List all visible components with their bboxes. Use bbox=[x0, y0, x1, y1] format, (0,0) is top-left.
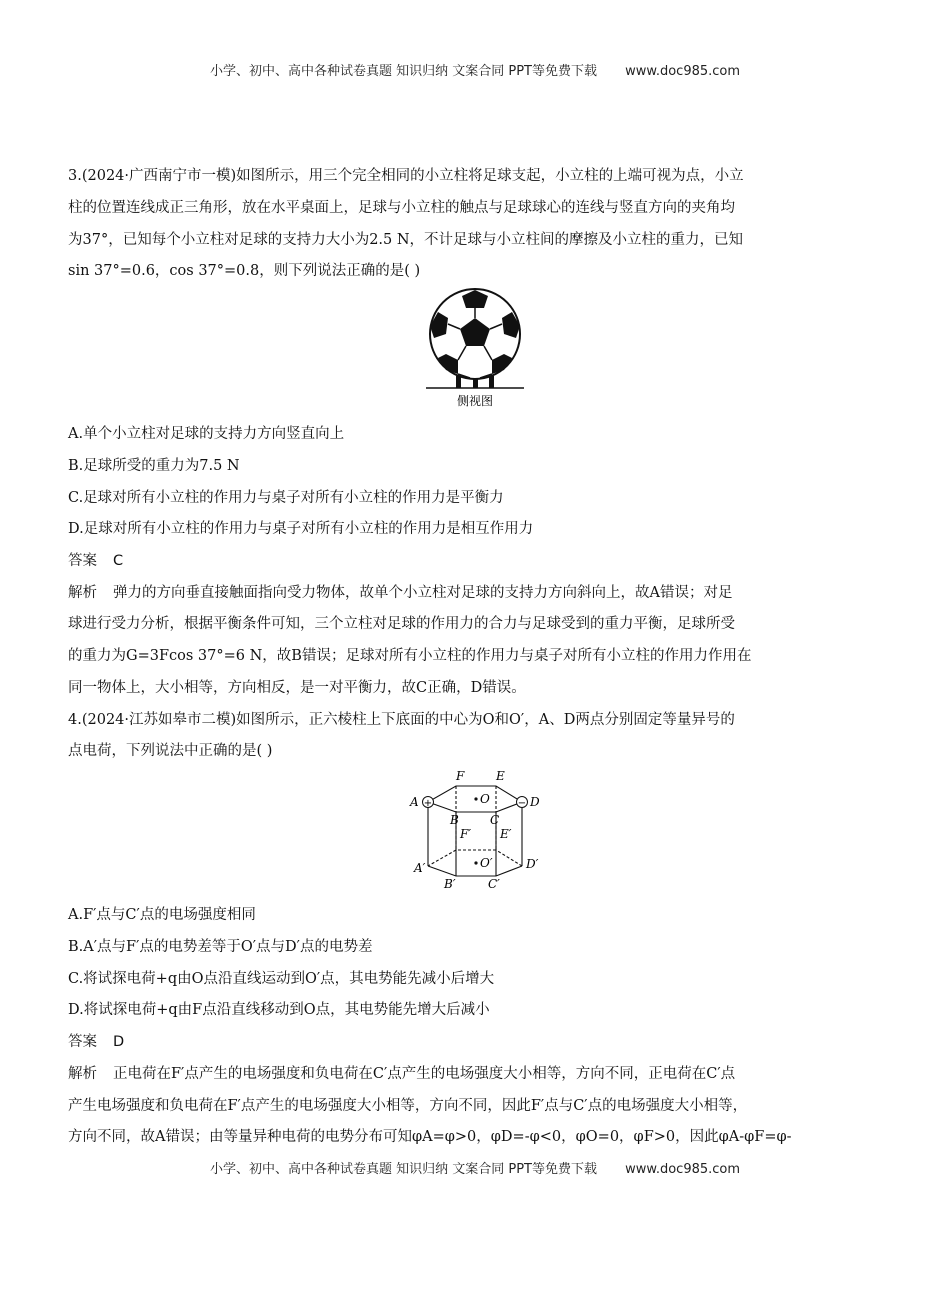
label-e: E bbox=[496, 769, 505, 783]
q3-analysis-line-3: 的重力为G=3Fcos 37°=6 N，故B错误；足球对所有小立柱的作用力与桌子对所有小立柱的作用力作用在 bbox=[68, 648, 752, 664]
q4-analysis-line-1: 正电荷在F′点产生的电场强度和负电荷在C′点产生的电场强度大小相等，方向不同，正电荷在C′点 bbox=[113, 1066, 736, 1082]
q3-option-a: A.单个小立柱对足球的支持力方向竖直向上 bbox=[68, 426, 345, 442]
q3-analysis-row-1 bbox=[68, 584, 732, 602]
q4-stem-line-1: 4.(2024·江苏如皋市二模)如图所示，正六棱柱上下底面的中心为O和O′，A、D两点分别固定等量异号的 bbox=[68, 712, 735, 728]
plus-sign: + bbox=[423, 798, 433, 809]
label-c-prime: C′ bbox=[488, 877, 500, 891]
header-text: 小学、初中、高中各种试卷真题 知识归纳 文案合同 PPT等免费下载 bbox=[209, 64, 597, 79]
page-header bbox=[0, 60, 950, 79]
q3-analysis-line-2: 球进行受力分析，根据平衡条件可知，三个立柱对足球的作用力的合力与足球受到的重力平衡，足球所受 bbox=[68, 616, 735, 632]
q3-stem-line-1: 3.(2024·广西南宁市一模)如图所示，用三个完全相同的小立柱将足球支起，小立柱的上端可视为点，小立 bbox=[68, 168, 744, 184]
q4-option-c: C.将试探电荷+q由O点沿直线运动到O′点，其电势能先减小后增大 bbox=[68, 971, 495, 987]
footer-site: www.doc985.com bbox=[625, 1162, 741, 1177]
label-d-prime: D′ bbox=[526, 857, 539, 871]
q4-analysis-label: 解析 bbox=[68, 1066, 97, 1082]
q3-stem-line-3: 为37°，已知每个小立柱对足球的支持力大小为2.5 N，不计足球与小立柱间的摩擦及小立柱的重力，已知 bbox=[68, 232, 744, 248]
q4-analysis-line-2: 产生电场强度和负电荷在F′点产生的电场强度大小相等，方向不同，因此F′点与C′点的电场强度大小相等， bbox=[68, 1098, 748, 1114]
label-a: A bbox=[410, 795, 419, 809]
q3-analysis-line-1: 弹力的方向垂直接触面指向受力物体，故单个小立柱对足球的支持力方向斜向上，故A错误；对足 bbox=[113, 585, 733, 601]
q3-answer-label: 答案 bbox=[68, 553, 97, 569]
q4-analysis-row-1 bbox=[68, 1065, 735, 1083]
q3-option-c: C.足球对所有小立柱的作用力与桌子对所有小立柱的作用力是平衡力 bbox=[68, 490, 504, 506]
label-f-prime: F′ bbox=[460, 827, 472, 841]
header-site: www.doc985.com bbox=[625, 64, 741, 79]
label-b: B bbox=[450, 813, 459, 827]
minus-sign: − bbox=[517, 798, 527, 809]
q4-option-b: B.A′点与F′点的电势差等于O′点与D′点的电势差 bbox=[68, 939, 373, 955]
figure-caption: 侧视图 bbox=[456, 394, 494, 408]
q3-option-b: B.足球所受的重力为7.5 N bbox=[68, 458, 240, 474]
soccer-ball bbox=[430, 289, 520, 379]
q3-analysis-line-4: 同一物体上，大小相等，方向相反，是一对平衡力，故C正确，D错误。 bbox=[68, 680, 526, 696]
q3-option-d: D.足球对所有小立柱的作用力与桌子对所有小立柱的作用力是相互作用力 bbox=[68, 521, 534, 537]
label-f: F bbox=[456, 769, 465, 783]
q4-option-a: A.F′点与C′点的电场强度相同 bbox=[68, 907, 256, 923]
q3-analysis-label: 解析 bbox=[68, 585, 97, 601]
q3-stem-line-4: sin 37°=0.6，cos 37°=0.8，则下列说法正确的是( ) bbox=[68, 263, 421, 279]
soccer-ball-figure bbox=[420, 288, 530, 412]
q4-stem-line-2: 点电荷，下列说法中正确的是( ) bbox=[68, 743, 273, 759]
label-d: D bbox=[530, 795, 540, 809]
point-o-prime-dot bbox=[474, 861, 477, 864]
q3-answer-value: C bbox=[113, 553, 124, 569]
label-o: O bbox=[480, 792, 490, 806]
q4-option-d: D.将试探电荷+q由F点沿直线移动到O点，其电势能先增大后减小 bbox=[68, 1002, 490, 1018]
q4-answer-label: 答案 bbox=[68, 1034, 97, 1050]
q3-stem-line-2: 柱的位置连线成正三角形，放在水平桌面上，足球与小立柱的触点与足球球心的连线与竖直方向的夹角均 bbox=[68, 200, 735, 216]
label-e-prime: E′ bbox=[500, 827, 512, 841]
footer-text: 小学、初中、高中各种试卷真题 知识归纳 文案合同 PPT等免费下载 bbox=[209, 1162, 597, 1177]
label-b-prime: B′ bbox=[444, 877, 456, 891]
hexagonal-prism-figure bbox=[404, 766, 554, 894]
q4-answer-row bbox=[68, 1033, 124, 1051]
q4-answer-value: D bbox=[113, 1034, 125, 1050]
q3-answer-row bbox=[68, 552, 123, 570]
label-a-prime: A′ bbox=[414, 861, 426, 875]
label-c: C bbox=[490, 813, 500, 827]
page-footer bbox=[0, 1158, 950, 1177]
label-o-prime: O′ bbox=[480, 856, 493, 870]
point-o-dot bbox=[474, 797, 477, 800]
q4-analysis-line-3: 方向不同，故A错误；由等量异种电荷的电势分布可知φA=φ>0，φD=-φ<0，φO=0，φF>0，因此φA-φF=φ- bbox=[68, 1129, 792, 1145]
